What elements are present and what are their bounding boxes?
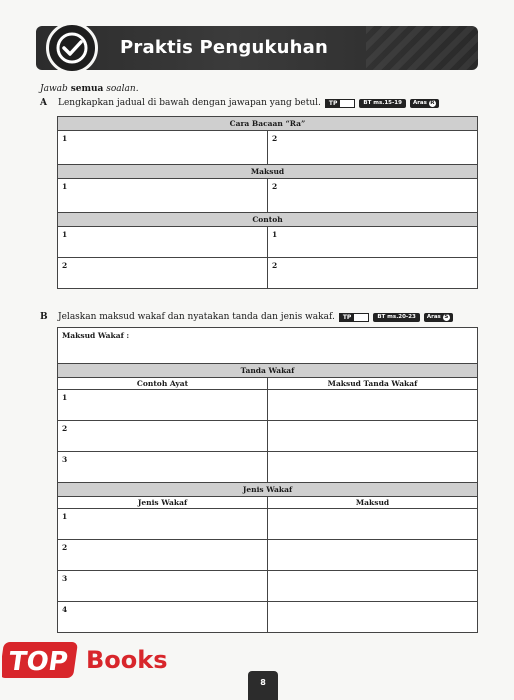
- question-a-text: Lengkapkan jadual di bawah dengan jawapan yang betul.: [58, 98, 321, 108]
- answer-cell[interactable]: 1: [58, 131, 268, 165]
- answer-cell[interactable]: 1: [58, 227, 268, 258]
- table-a-head-maksud: Maksud: [58, 165, 478, 179]
- answer-cell[interactable]: 4: [58, 602, 268, 633]
- table-a: [57, 116, 478, 289]
- page-number: 8: [248, 671, 278, 700]
- column-header-maksud-tanda-wakaf: Maksud Tanda Wakaf: [268, 378, 478, 390]
- answer-cell[interactable]: 2: [268, 179, 478, 213]
- column-header-maksud: Maksud: [268, 497, 478, 509]
- logo-books-text: Books: [86, 646, 168, 674]
- question-b-letter: B: [40, 312, 48, 322]
- answer-cell[interactable]: [268, 602, 478, 633]
- instruction: Jawab semua soalan.: [40, 84, 139, 94]
- aras-badge: Aras S: [424, 313, 453, 322]
- answer-cell[interactable]: [268, 540, 478, 571]
- answer-cell[interactable]: [268, 571, 478, 602]
- answer-cell[interactable]: 2: [58, 421, 268, 452]
- answer-cell[interactable]: [268, 452, 478, 483]
- answer-cell[interactable]: [268, 390, 478, 421]
- answer-cell[interactable]: 2: [268, 258, 478, 289]
- tp-badge: TP: [339, 313, 370, 322]
- answer-cell[interactable]: 2: [268, 131, 478, 165]
- table-a-head-contoh: Contoh: [58, 213, 478, 227]
- answer-cell[interactable]: 1: [58, 179, 268, 213]
- answer-cell[interactable]: 2: [58, 540, 268, 571]
- table-b-head-jenis-wakaf: Jenis Wakaf: [58, 483, 478, 497]
- column-header-contoh-ayat: Contoh Ayat: [58, 378, 268, 390]
- table-a-head-cara-bacaan: Cara Bacaan “Ra”: [58, 117, 478, 131]
- question-b-text: Jelaskan maksud wakaf dan nyatakan tanda dan jenis wakaf.: [58, 312, 335, 322]
- tp-badge: TP: [325, 99, 356, 108]
- topbooks-logo: [2, 636, 180, 682]
- question-b: [40, 312, 453, 322]
- table-b: [57, 327, 478, 633]
- table-b-head-tanda-wakaf: Tanda Wakaf: [58, 364, 478, 378]
- maksud-wakaf-answer-box[interactable]: Maksud Wakaf :: [58, 328, 478, 364]
- answer-cell[interactable]: 1: [268, 227, 478, 258]
- bt-reference-badge: BT ms.15-19: [359, 99, 406, 108]
- column-header-jenis-wakaf: Jenis Wakaf: [58, 497, 268, 509]
- question-a: [40, 98, 439, 108]
- answer-cell[interactable]: 3: [58, 571, 268, 602]
- section-title: Praktis Pengukuhan: [120, 37, 329, 58]
- answer-cell[interactable]: 3: [58, 452, 268, 483]
- answer-cell[interactable]: 1: [58, 509, 268, 540]
- check-circle-icon: [46, 22, 98, 74]
- answer-cell[interactable]: [268, 509, 478, 540]
- logo-top-text: TOP: [6, 647, 70, 677]
- bt-reference-badge: BT ms.20-23: [373, 313, 420, 322]
- answer-cell[interactable]: 2: [58, 258, 268, 289]
- answer-cell[interactable]: [268, 421, 478, 452]
- question-a-letter: A: [40, 98, 47, 108]
- aras-badge: Aras R: [410, 99, 439, 108]
- answer-cell[interactable]: 1: [58, 390, 268, 421]
